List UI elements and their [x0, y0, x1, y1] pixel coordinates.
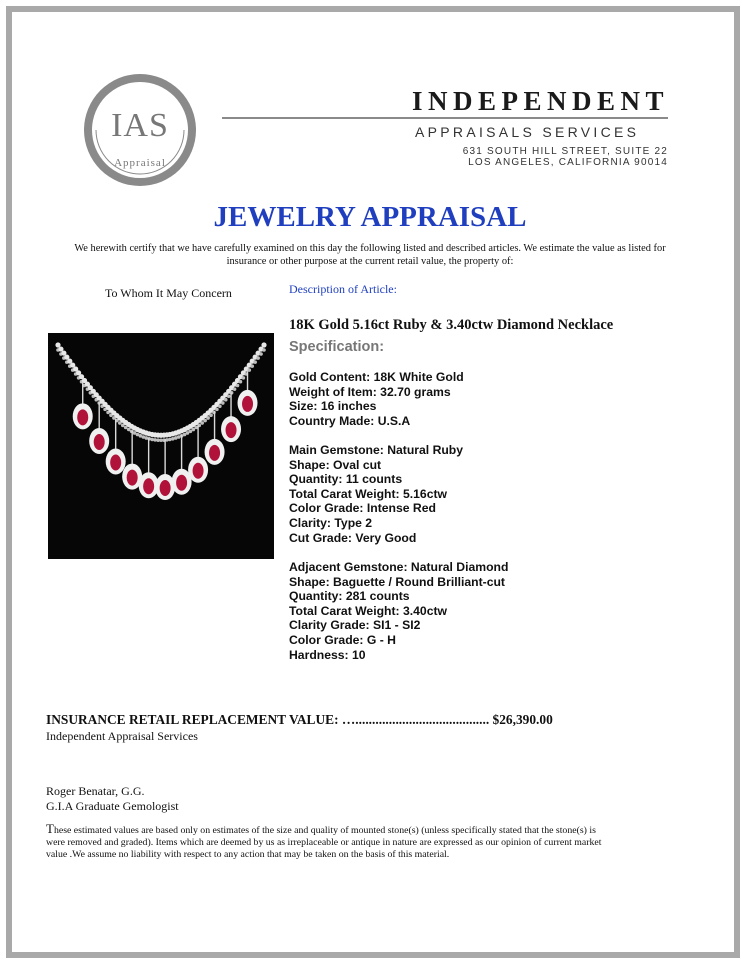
spec-line: Color Grade: G - H	[289, 632, 396, 647]
diamond-bead	[200, 421, 204, 425]
diamond-bead	[209, 413, 213, 417]
spec-line: Country Made: U.S.A	[289, 413, 411, 428]
company-name: INDEPENDENT	[412, 86, 670, 116]
ruby-stone	[242, 396, 253, 412]
ruby-stone	[226, 422, 237, 438]
spec-line: Total Carat Weight: 5.16ctw	[289, 486, 448, 501]
spec-line: Total Carat Weight: 3.40ctw	[289, 603, 448, 618]
diamond-bead	[253, 360, 257, 364]
appraiser-title: G.I.A Graduate Gemologist	[46, 799, 179, 813]
spec-line: Adjacent Gemstone: Natural Diamond	[289, 560, 509, 574]
main-gemstone-block	[289, 443, 463, 545]
gold-spec-block	[289, 370, 464, 428]
spec-line: Clarity Grade: SI1 - SI2	[289, 618, 421, 633]
diamond-bead	[242, 376, 246, 380]
header-divider	[222, 117, 668, 119]
disclaimer-initial: T	[46, 821, 54, 836]
spec-line: Main Gemstone: Natural Ruby	[289, 443, 464, 457]
logo-letters: IAS	[111, 107, 169, 144]
diamond-bead	[192, 428, 196, 432]
diamond-bead	[224, 398, 228, 402]
diamond-bead	[203, 419, 207, 423]
spec-line: Color Grade: Intense Red	[289, 501, 436, 516]
diamond-bead	[247, 368, 251, 372]
item-title: 18K Gold 5.16ct Ruby & 3.40ctw Diamond Necklace	[289, 317, 614, 333]
spec-line: Weight of Item: 32.70 grams	[289, 384, 451, 399]
disclaimer-text: hese estimated values are based only on estimates of the size and quality of mounted stone(s) (unless specifically stated that the stone(s) is were removed and graded). Items which are deemed by us as irreplaceable or antique in nature are expressed as our opinion of current market value .We assume no liability with respect to any action that may be taken on the basis of this material.	[46, 825, 602, 860]
spec-line: Shape: Baguette / Round Brilliant-cut	[289, 574, 505, 589]
specification-label: Specification:	[289, 339, 385, 355]
page-title: JEWELRY APPRAISAL	[213, 201, 527, 233]
ruby-stone	[94, 434, 105, 450]
ruby-stone	[176, 475, 187, 491]
spec-line: Clarity: Type 2	[289, 515, 373, 530]
diamond-bead	[221, 401, 225, 405]
spec-line: Gold Content: 18K White Gold	[289, 370, 464, 384]
diamond-bead	[250, 364, 254, 368]
spec-line: Quantity: 281 counts	[289, 589, 410, 604]
insurance-value: INSURANCE RETAIL REPLACEMENT VALUE: …........................................ $26,390.00	[46, 712, 553, 727]
diamond-bead	[239, 380, 243, 384]
diamond-bead	[261, 342, 266, 347]
logo-word: Appraisal	[114, 157, 166, 169]
certification-text: We herewith certify that we have carefully examined on this day the following listed and described articles. We estimate the value as listed for insurance or other purpose at the current retail value, the property of:	[74, 243, 666, 267]
value-company: Independent Appraisal Services	[46, 729, 198, 743]
ias-logo-icon	[80, 70, 200, 190]
spec-line: Shape: Oval cut	[289, 457, 382, 472]
diamond-bead	[215, 408, 219, 412]
ruby-stone	[110, 454, 121, 470]
ruby-stone	[193, 463, 204, 479]
ruby-stone	[160, 480, 171, 496]
ruby-stone	[143, 478, 154, 494]
diamond-bead	[206, 416, 210, 420]
diamond-bead	[233, 387, 237, 391]
diamond-bead	[227, 394, 231, 398]
adjacent-gemstone-block	[289, 560, 508, 662]
disclaimer	[46, 823, 606, 861]
diamond-bead	[256, 356, 260, 360]
spec-line: Size: 16 inches	[289, 399, 377, 414]
diamond-bead	[218, 404, 222, 408]
diamond-bead	[236, 384, 240, 388]
spec-line: Cut Grade: Very Good	[289, 530, 417, 545]
address-line-2: LOS ANGELES, CALIFORNIA 90014	[468, 157, 668, 168]
diamond-bead	[262, 348, 266, 352]
diamond-bead	[259, 352, 263, 356]
company-subtitle: APPRAISALS SERVICES	[415, 124, 640, 140]
recipient: To Whom It May Concern	[105, 286, 232, 300]
spec-line: Hardness: 10	[289, 647, 366, 662]
ruby-stone	[77, 409, 88, 425]
ruby-stone	[127, 470, 138, 486]
appraiser-name: Roger Benatar, G.G.	[46, 784, 145, 798]
necklace-image	[48, 333, 274, 559]
spec-line: Quantity: 11 counts	[289, 472, 403, 487]
description-label: Description of Article:	[289, 282, 397, 296]
ruby-stone	[209, 445, 220, 461]
address-line-1: 631 SOUTH HILL STREET, SUITE 22	[462, 146, 668, 157]
necklace-photo	[48, 333, 274, 559]
